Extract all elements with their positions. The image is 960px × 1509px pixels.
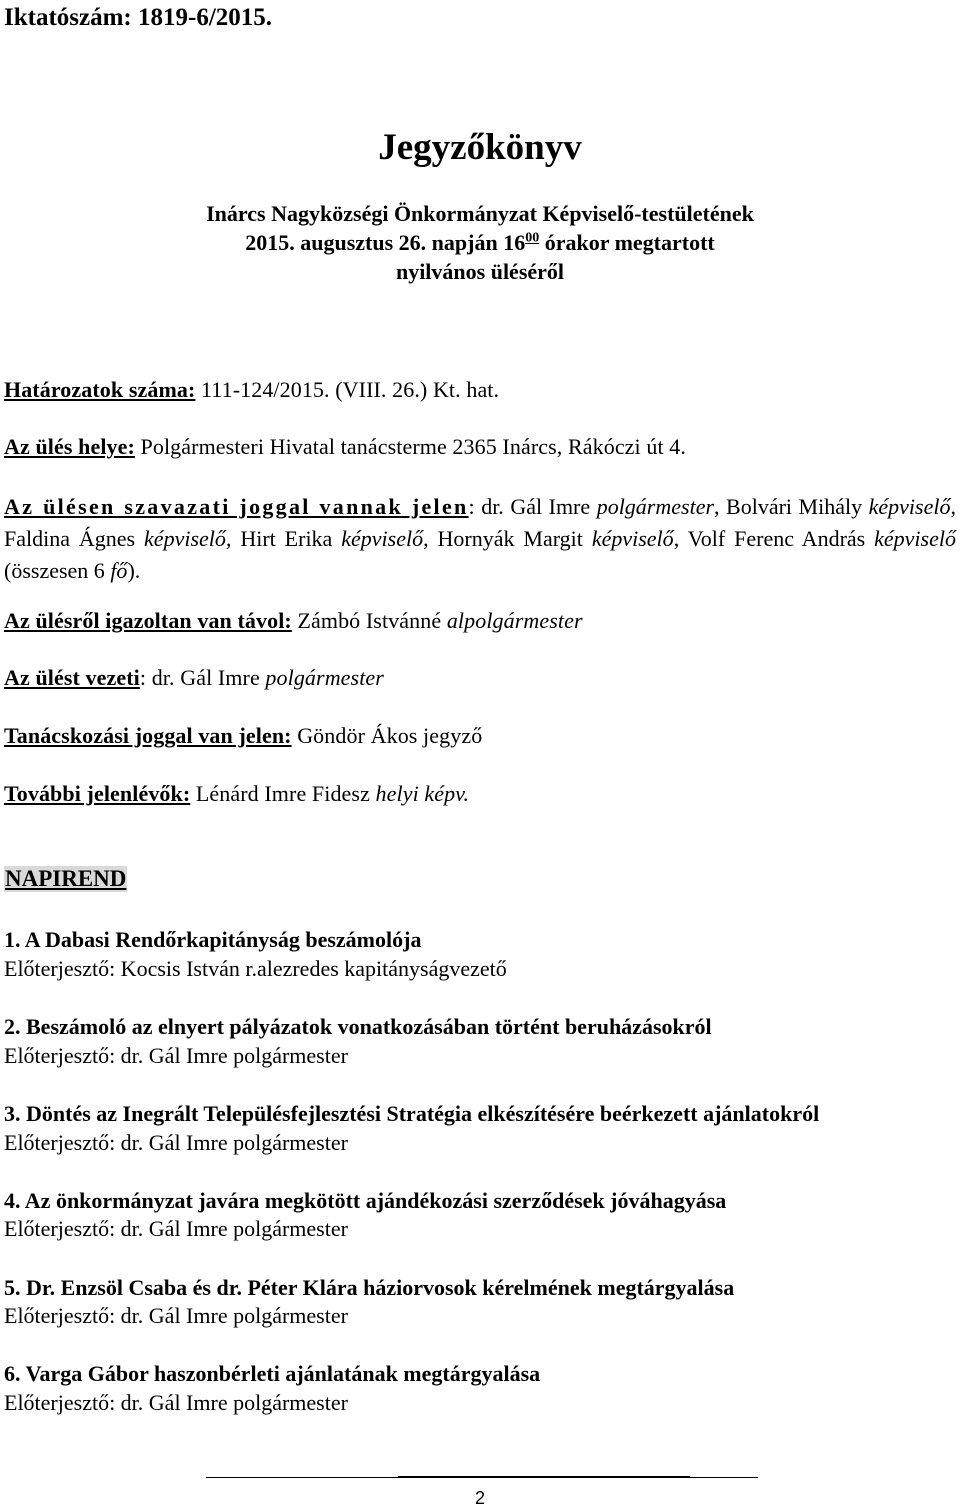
member-role: képviselő, [144, 526, 232, 551]
registration-number: Iktatószám: 1819-6/2015. [4, 4, 273, 31]
resolutions-label: Határozatok száma: [4, 377, 196, 402]
chair-name: dr. Gál Imre [151, 665, 266, 690]
absent-name: Zámbó Istvánné [291, 608, 447, 633]
resolutions-line [4, 377, 499, 403]
subtitle-time-minutes: 00 [525, 230, 540, 246]
agenda-item-presenter: Előterjesztő: Kocsis István r.alezredes kapitányságvezető [4, 956, 507, 981]
member-name: Hirt Erika [231, 526, 342, 551]
agenda-item-presenter: Előterjesztő: dr. Gál Imre polgármester [4, 1043, 348, 1068]
chair-label: Az ülést vezeti [4, 665, 140, 690]
member-name: , Bolvári Mihály [714, 494, 869, 519]
others-line [4, 781, 469, 807]
document-title: Jegyzőkönyv [378, 127, 582, 168]
agenda-item-title: 2. Beszámoló az elnyert pályázatok vonatkozásában történt beruházásokról [4, 1014, 712, 1039]
chair-line: Az ülést vezeti: dr. Gál Imre polgármester [4, 665, 384, 690]
others-label: További jelenlévők: [4, 781, 191, 806]
venue-line [4, 434, 686, 460]
resolutions-value: 111-124/2015. (VIII. 26.) Kt. hat. [195, 377, 500, 402]
others-name: Lénárd Imre Fidesz [190, 781, 376, 806]
member-role: polgármester [596, 494, 715, 519]
agenda-heading: NAPIREND [5, 866, 127, 891]
agenda-item-presenter: Előterjesztő: dr. Gál Imre polgármester [4, 1390, 348, 1415]
page-number: 2 [474, 1488, 485, 1508]
absent-label: Az ülésről igazoltan van távol: [4, 608, 292, 633]
subtitle-line-2 [0, 230, 960, 256]
footer-rule-accent [398, 1476, 690, 1478]
venue-value: Polgármesteri Hivatal tanácsterme 2365 Inárcs, Rákóczi út 4. [134, 434, 686, 459]
member-name: dr. Gál Imre [481, 494, 597, 519]
agenda-item-title: 6. Varga Gábor haszonbérleti ajánlatának megtárgyalása [4, 1361, 541, 1386]
agenda-item-title: 4. Az önkormányzat javára megkötött ajándékozási szerződések jóváhagyása [4, 1188, 727, 1213]
present-members-paragraph: Az ülésen szavazati joggal vannak jelen: dr. Gál Imre polgármester, Bolvári Mihály képviselő, Faldina Ágnes képviselő, Hirt Erika képviselő, Hornyák Margit képviselő, Volf Ferenc András képviselő (összesen 6 fő). [4, 494, 956, 583]
member-role: képviselő [874, 526, 956, 551]
subtitle-time-rest: órakor megtartott [539, 230, 715, 255]
member-name: , Volf Ferenc András [673, 526, 875, 551]
member-role: képviselő [868, 494, 951, 519]
agenda-item-title: 1. A Dabasi Rendőrkapitányság beszámolója [4, 927, 422, 952]
advisory-line [4, 723, 482, 749]
present-label: Az ülésen szavazati joggal vannak jelen [4, 494, 469, 519]
agenda-item-title: 5. Dr. Enzsöl Csaba és dr. Péter Klára háziorvosok kérelmének megtárgyalása [4, 1275, 735, 1300]
member-role: képviselő [341, 526, 424, 551]
agenda-item-presenter: Előterjesztő: dr. Gál Imre polgármester [4, 1303, 348, 1328]
chair-role: polgármester [265, 665, 384, 690]
advisory-label: Tanácskozási joggal van jelen: [4, 723, 292, 748]
subtitle-line-1: Inárcs Nagyközségi Önkormányzat Képviselő-testületének [206, 201, 754, 226]
member-total-unit: fő [110, 558, 128, 583]
others-role: helyi képv. [375, 781, 470, 806]
agenda-item-presenter: Előterjesztő: dr. Gál Imre polgármester [4, 1130, 348, 1155]
absent-role: alpolgármester [446, 608, 583, 633]
member-name: , Faldina Ágnes [4, 494, 956, 551]
subtitle-line-3: nyilvános üléséről [395, 259, 565, 284]
member-total: (összesen 6 [4, 558, 111, 583]
agenda-item-presenter: Előterjesztő: dr. Gál Imre polgármester [4, 1216, 348, 1241]
advisory-value: Göndör Ákos jegyző [291, 723, 483, 748]
subtitle-date: 2015. augusztus 26. napján 16 [245, 230, 526, 255]
member-name: , Hornyák Margit [423, 526, 592, 551]
member-role: képviselő [591, 526, 674, 551]
absent-line [4, 608, 583, 634]
agenda-item-title: 3. Döntés az Inegrált Településfejlesztési Stratégia elkészítésére beérkezett ajánlatokról [4, 1101, 820, 1126]
venue-label: Az ülés helye: [4, 434, 135, 459]
